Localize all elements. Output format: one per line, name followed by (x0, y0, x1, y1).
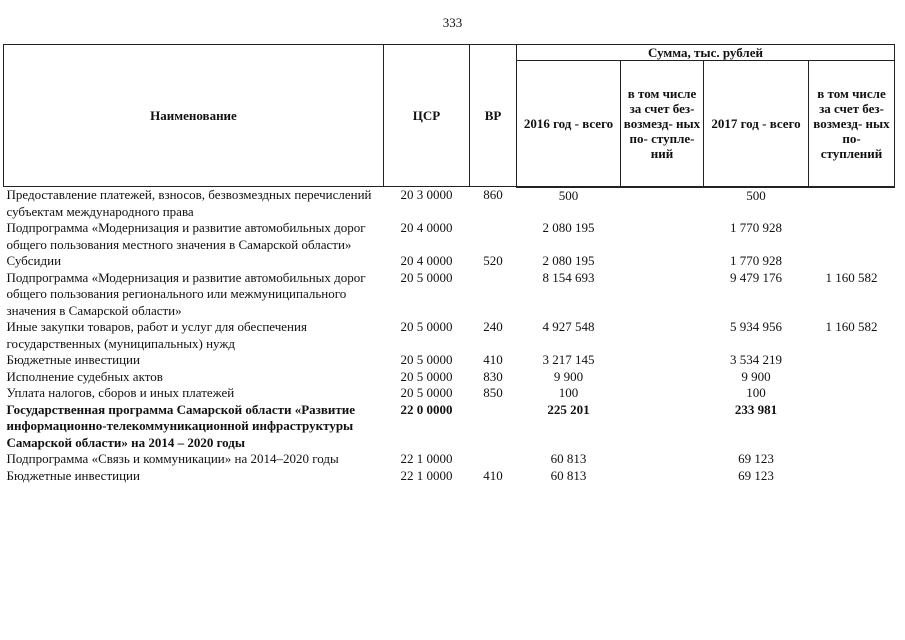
row-vr-cell (470, 220, 517, 253)
header-vr: ВР (470, 45, 517, 187)
row-2016-grants-cell (621, 402, 704, 452)
row-2016-total-cell: 2 080 195 (542, 253, 595, 268)
row-csr-cell: 20 5 0000 (400, 352, 453, 367)
row-2016-grants-cell (621, 352, 704, 369)
row-vr-cell (470, 451, 517, 468)
budget-table (3, 44, 895, 484)
row-2017-total-cell: 1 770 928 (730, 253, 782, 268)
row-2016-grants-cell (621, 468, 704, 485)
row-vr-cell: 410 (483, 467, 503, 483)
row-2016-grants-cell (621, 220, 704, 253)
row-2017-grants-cell (809, 468, 895, 485)
row-2016-total-cell: 9 900 (553, 368, 584, 384)
row-vr-cell: 830 (483, 368, 503, 384)
row-2016-total-cell: 100 (558, 385, 579, 400)
row-2017-grants-cell (809, 352, 895, 369)
row-csr-cell: 20 5 0000 (400, 269, 453, 285)
row-name-cell: Подпрограмма «Связь и коммуникации» на 2014–2020 годы (6, 451, 339, 466)
row-2016-total-cell: 500 (558, 187, 579, 203)
row-2017-grants-cell (809, 402, 895, 452)
row-2017-total-cell: 9 900 (741, 368, 771, 384)
row-2017-grants-cell (809, 220, 895, 253)
header-2017-grants: в том числе за счет без- возмезд- ных по- ступлений (809, 61, 895, 187)
table-row (4, 220, 895, 253)
row-2017-total-cell: 100 (746, 385, 766, 400)
row-2016-grants-cell (621, 451, 704, 468)
row-2016-grants-cell (621, 253, 704, 270)
row-2017-total-cell: 69 123 (738, 467, 774, 483)
row-vr-cell: 860 (483, 187, 503, 202)
row-2017-grants-cell (809, 385, 895, 402)
row-name-cell: Бюджетные инвестиции (6, 352, 140, 367)
row-2017-grants-cell (809, 253, 895, 270)
header-2016-total: 2016 год - всего (517, 61, 621, 187)
row-csr-cell: 22 0 0000 (400, 401, 453, 417)
row-name-cell: Предоставление платежей, взносов, безвозмездных перечислений субъектам международного права (6, 187, 372, 219)
row-name-cell: Бюджетные инвестиции (6, 467, 140, 483)
header-name: Наименование (4, 45, 384, 187)
row-2017-grants-cell (809, 187, 895, 221)
header-csr: ЦСР (384, 45, 470, 187)
row-csr-cell: 20 3 0000 (400, 187, 453, 202)
row-2017-total-cell: 9 479 176 (730, 269, 782, 285)
row-name-cell: Уплата налогов, сборов и иных платежей (6, 385, 235, 400)
row-2016-total-cell: 225 201 (547, 401, 590, 417)
row-2017-total-cell: 500 (746, 187, 766, 203)
row-vr-cell: 850 (483, 385, 503, 400)
row-csr-cell: 20 4 0000 (400, 253, 453, 268)
table-row (4, 468, 895, 485)
row-csr-cell: 20 4 0000 (400, 220, 453, 235)
row-csr-cell: 20 5 0000 (400, 368, 453, 384)
table-row (4, 352, 895, 369)
header-sum-group: Сумма, тыс. рублей (517, 45, 895, 61)
row-name-cell: Государственная программа Самарской области «Развитие информационно-телекоммуникационной инфраструктуры Самарской области» на 2014 – 2020 годы (6, 401, 356, 450)
row-2017-grants-cell (809, 369, 895, 386)
row-2016-grants-cell (621, 187, 704, 221)
header-2016-grants: в том числе за счет без- возмезд- ных по- ступле- ний (621, 61, 704, 187)
row-2016-total-cell: 4 927 548 (542, 319, 595, 334)
table-row (4, 402, 895, 452)
row-name-cell: Исполнение судебных актов (6, 368, 163, 384)
row-name-cell: Подпрограмма «Модернизация и развитие автомобильных дорог общего пользования регионального или межмуниципального значения в Самарской области» (6, 269, 366, 318)
row-vr-cell: 240 (483, 319, 503, 334)
table-row (4, 385, 895, 402)
row-2017-total-cell: 3 534 219 (730, 352, 782, 367)
row-csr-cell: 22 1 0000 (400, 451, 453, 466)
row-name-cell: Иные закупки товаров, работ и услуг для обеспечения государственных (муниципальных) нужд (6, 319, 307, 351)
table-row (4, 451, 895, 468)
row-2016-grants-cell (621, 319, 704, 352)
table-row (4, 253, 895, 270)
row-2017-total-cell: 5 934 956 (730, 319, 782, 334)
table-body (4, 187, 895, 485)
row-2017-grants-cell: 1 160 582 (825, 319, 878, 334)
row-2017-grants-cell: 1 160 582 (825, 269, 878, 285)
row-2016-grants-cell (621, 385, 704, 402)
row-2016-grants-cell (621, 369, 704, 386)
row-2016-total-cell: 3 217 145 (542, 352, 595, 367)
header-2017-total: 2017 год - всего (704, 61, 809, 187)
row-name-cell: Подпрограмма «Модернизация и развитие автомобильных дорог общего пользования местного значения в Самарской области» (6, 220, 366, 252)
row-vr-cell: 410 (483, 352, 503, 367)
table-row (4, 319, 895, 352)
page-number: 333 (442, 15, 463, 30)
row-2016-grants-cell (621, 270, 704, 320)
table-row (4, 187, 895, 221)
row-vr-cell (470, 402, 517, 452)
row-vr-cell (470, 270, 517, 320)
row-2016-total-cell: 60 813 (550, 451, 587, 466)
row-vr-cell: 520 (483, 253, 503, 268)
row-2017-total-cell: 69 123 (738, 451, 774, 466)
row-name-cell: Субсидии (6, 253, 62, 268)
row-2016-total-cell: 2 080 195 (542, 220, 595, 235)
row-csr-cell: 22 1 0000 (400, 467, 453, 483)
table-row (4, 270, 895, 320)
table-row (4, 369, 895, 386)
row-2017-total-cell: 233 981 (734, 401, 778, 417)
row-2017-grants-cell (809, 451, 895, 468)
row-2016-total-cell: 8 154 693 (542, 269, 595, 285)
row-2016-total-cell: 60 813 (550, 467, 587, 483)
row-2017-total-cell: 1 770 928 (730, 220, 782, 235)
row-csr-cell: 20 5 0000 (400, 319, 453, 334)
row-csr-cell: 20 5 0000 (400, 385, 453, 400)
table-header (4, 45, 895, 187)
